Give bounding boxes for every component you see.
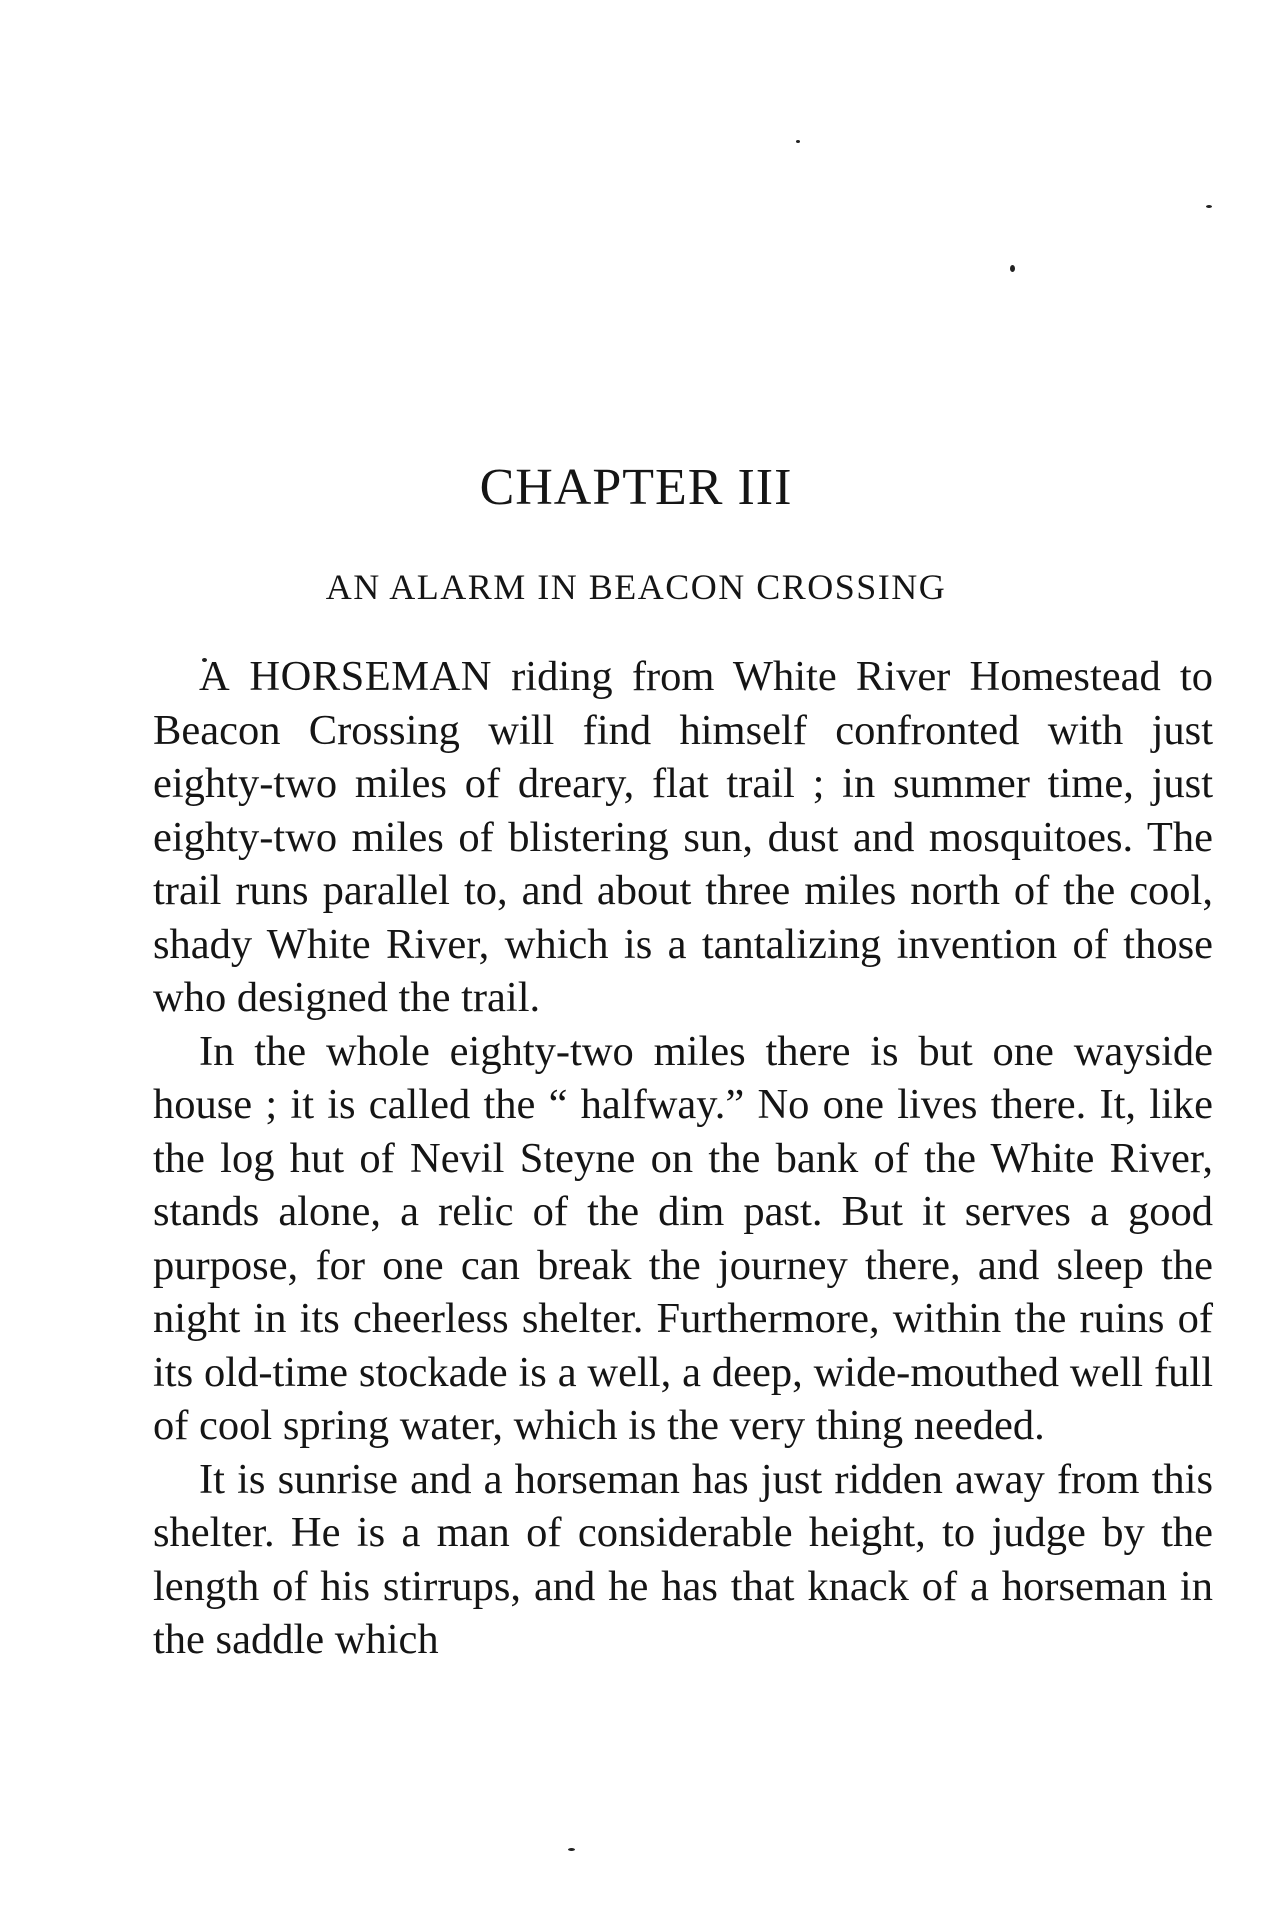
- chapter-title: CHAPTER III: [479, 459, 793, 516]
- body-text: [153, 650, 1213, 1667]
- ink-speck: [1206, 205, 1212, 208]
- ink-speck: [796, 140, 800, 143]
- ink-speck: [568, 1848, 575, 1851]
- paragraph-text: riding from White River Homestead to Beacon Crossing will find himself confronted with just eighty-two miles of dreary, flat trail ; in summer time, just eighty-two miles of blistering sun, dust and mosquitoes. The trail runs parallel to, and about three miles north of the cool, shady White River, which is a tantalizing invention of those who designed the trail.: [153, 653, 1213, 1021]
- chapter-subtitle: AN ALARM IN BEACON CROSSING: [325, 567, 947, 607]
- paragraph-lead: A: [199, 653, 230, 700]
- paragraph: It is sunrise and a horseman has just ridden away from this shelter. He is a man of considerable height, to judge by the length of his stirrups, and he has that knack of a horseman in the saddle which: [153, 1455, 1213, 1663]
- paragraph-smallcaps: HORSEMAN: [229, 653, 492, 700]
- paragraph: In the whole eighty-two miles there is but one wayside house ; it is called the “ halfway.” No one lives there. It, like the log hut of Nevil Steyne on the bank of the White River, stands alone, a relic of the dim past. But it serves a good purpose, for one can break the journey there, and sleep the night in its cheerless shelter. Furthermore, within the ruins of its old-time stockade is a well, a deep, wide-mouthed well full of cool spring water, which is the very thing needed.: [153, 1027, 1213, 1449]
- paragraph: [153, 650, 1213, 1025]
- ink-speck: [1010, 265, 1015, 272]
